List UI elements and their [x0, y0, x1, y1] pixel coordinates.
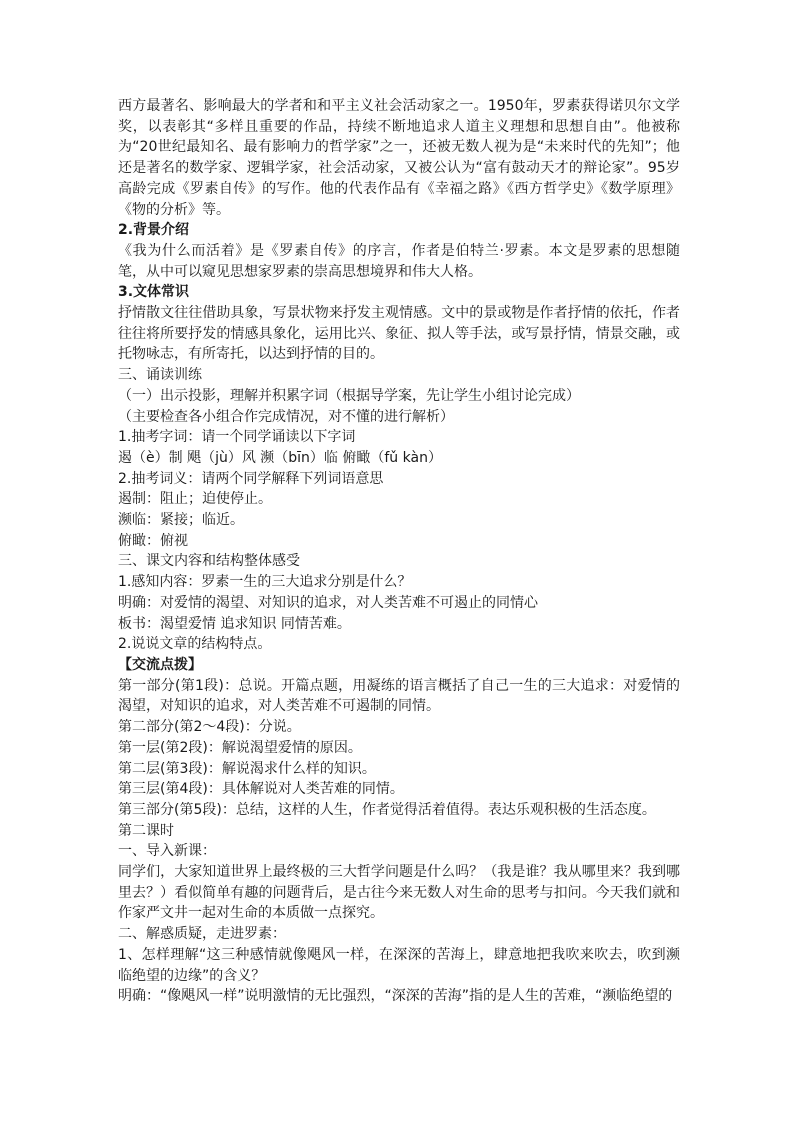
layer-3: 第三层(第4段)：具体解说对人类苦难的同情。 — [118, 781, 404, 798]
background-paragraph: 《我为什么而活着》是《罗素自传》的序言，作者是伯特兰·罗素。本文是罗素的思想随笔，从中可以窥见思想家罗素的崇高思想境界和伟大人格。 — [118, 242, 680, 280]
layer-1: 第一层(第2段)：解说渴望爱情的原因。 — [118, 739, 362, 756]
section-reading: 三、诵读训练 — [118, 367, 202, 384]
meaning-item: 遏制：阻止；迫使停止。 — [118, 491, 272, 508]
part-2: 第二部分(第2～4段)：分说。 — [118, 719, 301, 736]
question-1: 1、怎样理解“这三种感情就像飓风一样，在深深的苦海上，肆意地把我吹来吹去，吹到濒临绝望的边缘”的含义？ — [118, 946, 680, 984]
heading-discussion: 【交流点拨】 — [118, 656, 202, 673]
vocab-task: 1.抽考字词：请一个同学诵读以下字词 — [118, 429, 356, 446]
question-content: 1.感知内容：罗素一生的三大追求分别是什么？ — [118, 574, 412, 591]
part-3: 第三部分(第5段)：总结，这样的人生，作者觉得活着值得。表达乐观积极的生活态度。 — [118, 801, 656, 818]
heading-genre: 3.文体常识 — [118, 284, 190, 301]
reading-step-1: （一）出示投影，理解并积累字词（根据导学案，先让学生小组讨论完成） — [118, 387, 580, 404]
meaning-item: 俯瞰：俯视 — [118, 532, 188, 549]
answer-content: 明确：对爱情的渴望、对知识的追求，对人类苦难不可遏止的同情心 — [118, 594, 538, 611]
blackboard-note: 板书：渴望爱情 追求知识 同情苦难。 — [118, 615, 351, 632]
heading-background: 2.背景介绍 — [118, 222, 190, 239]
section-intro: 一、导入新课： — [118, 843, 216, 860]
reading-note: （主要检查各小组合作完成情况，对不懂的进行解析） — [118, 408, 454, 425]
meaning-task: 2.抽考词义：请两个同学解释下列词语意思 — [118, 470, 384, 487]
meaning-item: 濒临：紧接；临近。 — [118, 512, 244, 529]
question-structure: 2.说说文章的结构特点。 — [118, 636, 272, 653]
vocab-words: 遏（è）制 飓（jù）风 濒（bīn）临 俯瞰（fǔ kàn） — [118, 449, 442, 466]
layer-2: 第二层(第3段)：解说渴求什么样的知识。 — [118, 760, 376, 777]
genre-paragraph: 抒情散文往往借助具象，写景状物来抒发主观情感。文中的景或物是作者抒情的依托，作者往往将所要抒发的情感具象化，运用比兴、象征、拟人等手法，或写景抒情，情景交融，或托物咏志，有所寄托，以达到抒情的目的。 — [118, 305, 680, 363]
section-structure: 三、课文内容和结构整体感受 — [118, 553, 300, 570]
intro-paragraph: 西方最著名、影响最大的学者和和平主义社会活动家之一。1950年，罗素获得诺贝尔文学奖，以表彰其“多样且重要的作品，持续不断地追求人道主义理想和思想自由”。他被称为“20世纪最知名、最有影响力的哲学家”之一，还被无数人视为是“未来时代的先知”；他还是著名的数学家、逻辑学家，社会活动家，又被公认为“富有鼓动天才的辩论家”。95岁高龄完成《罗素自传》的写作。他的代表作品有《幸福之路》《西方哲学史》《数学原理》《物的分析》等。 — [118, 98, 680, 218]
intro-text: 同学们，大家知道世界上最终极的三大哲学问题是什么吗？（我是谁？我从哪里来？我到哪里去？）看似简单有趣的问题背后，是古往今来无数人对生命的思考与扣问。今天我们就和作家严文井一起对生命的本质做一点探究。 — [118, 864, 680, 922]
section-questions: 二、解惑质疑，走进罗素： — [118, 926, 286, 943]
answer-1: 明确：“像飓风一样”说明激情的无比强烈，“深深的苦海”指的是人生的苦难，“濒临绝望的 — [118, 988, 673, 1005]
part-1: 第一部分(第1段)：总说。开篇点题，用凝练的语言概括了自己一生的三大追求：对爱情的渴望，对知识的追求，对人类苦难不可遏制的同情。 — [118, 677, 680, 715]
document-page — [118, 96, 680, 1007]
lesson-2-heading: 第二课时 — [118, 822, 174, 839]
